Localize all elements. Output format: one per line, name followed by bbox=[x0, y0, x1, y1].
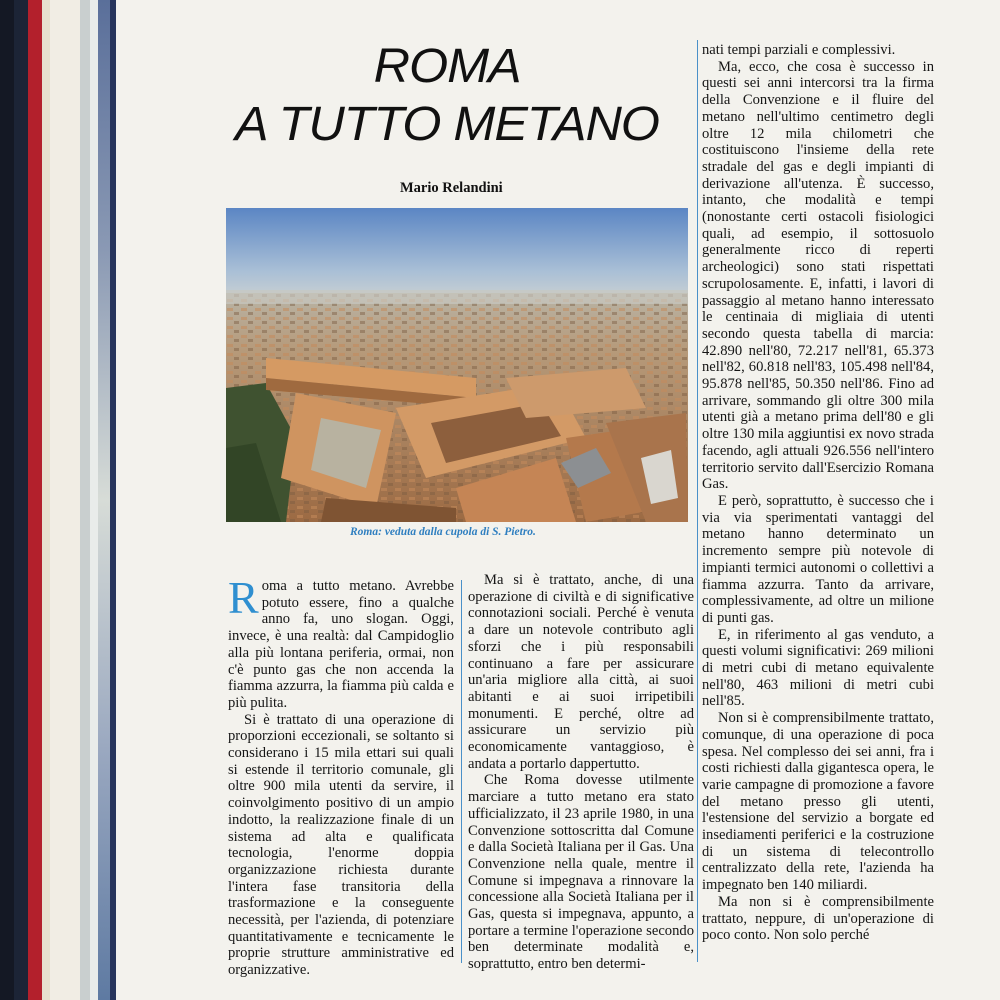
drop-cap: R bbox=[228, 572, 259, 623]
paragraph: E, in riferimento al gas venduto, a questi volumi significativi: 269 milioni di metri cubi di metano equivalente nell'80, 463 milioni di metri cubi nell'85. bbox=[702, 626, 934, 710]
title-line-1: ROMA bbox=[373, 40, 521, 93]
article-column-3 bbox=[702, 42, 934, 944]
article-title bbox=[235, 38, 705, 154]
page-edge bbox=[50, 0, 80, 1000]
title-line-2: A TUTTO METANO bbox=[235, 98, 659, 151]
paragraph: Ma si è trattato, anche, di una operazione di civiltà e di significative connotazioni sociali. Perché è venuta a dare un notevole contributo agli sforzi che i più responsabili continuano a fare per assicurare un'aria migliore alla città, ai suoi abitanti e ai suoi irripetibili monumenti. E perché, oltre ad assicurare un servizio più economicamente vantaggioso, è andata a portarlo dappertutto. bbox=[468, 572, 694, 772]
column-divider bbox=[461, 580, 462, 963]
article-column-2 bbox=[468, 572, 694, 973]
page-edge bbox=[42, 0, 50, 1000]
article-column-1 bbox=[228, 572, 454, 979]
page-edge bbox=[80, 0, 90, 1000]
paragraph: Che Roma dovesse utilmente marciare a tutto metano era stato ufficializzato, il 23 aprile 1980, in una Convenzione sottoscritta dal Comune e dalla Società Italiana per il Gas. Una Convenzione nella quale, mentre il Comune si impegnava a rinnovare la concessione alla Società Italiana per il Gas, questa si impegnava, appunto, a portare a termine l'operazione secondo ben determinate modalità e, soprattutto, entro ben determi- bbox=[468, 772, 694, 973]
photo-caption: Roma: veduta dalla cupola di S. Pietro. bbox=[350, 526, 536, 538]
paragraph: Ma, ecco, che cosa è successo in questi sei anni intercorsi tra la firma della Convenzione e il fluire del metano nell'ultimo centimetro degli oltre 12 mila chilometri che costituiscono l'insieme della rete stradale del gas e degli impianti di derivazione all'utenza. È successo, intanto, che modalità e tempi (nonostante certi ostacoli fisiologici quali, ad esempio, il sottosuolo generalmente ricco di reperti archeologici) sono stati rispettati scrupolosamente. E, infatti, i lavori di passaggio al metano hanno interessato le centinaia di migliaia di utenti secondo questa tabella di marcia: 42.890 nell'80, 72.217 nell'81, 65.373 nell'82, 60.818 nell'83, 105.498 nell'84, 95.878 nell'85, 50.350 nell'86. Fino ad arrivare, sommando gli oltre 300 mila utenti già a metano prima dell'80 e gli oltre 130 mila aggiuntisi ex novo strada facendo, agli attuali 926.556 nell'intero territorio servito dall'Esercizio Romana Gas. bbox=[702, 58, 934, 493]
paragraph: Ma non si è comprensibilmente trattato, neppure, di un'operazione di poco conto. Non solo perché bbox=[702, 893, 934, 944]
paragraph: nati tempi parziali e complessivi. bbox=[702, 42, 896, 58]
page-edge bbox=[90, 0, 98, 1000]
author-name: Mario Relandini bbox=[400, 180, 503, 196]
rome-aerial-photo bbox=[226, 208, 688, 522]
column-divider bbox=[697, 40, 698, 962]
red-page-edge bbox=[28, 0, 42, 1000]
paragraph: E però, soprattutto, è successo che i via via sperimentati vantaggi del metano hanno determinato un incremento sempre più notevole di impianti termici autonomi o collettivi a fiamma azzurra. Tanto da arrivare, complessivamente, ad oltre un milione di punti gas. bbox=[702, 492, 934, 626]
paragraph-text: oma a tutto metano. Avrebbe potuto essere, fino a qualche anno fa, uno slogan. Oggi, invece, è una realtà: dal Campidoglio alla più lontana periferia, ormai, non c'è punto gas che non accenda la fiamma azzurra, la fiamma più calda e più pulita. bbox=[228, 578, 454, 711]
paragraph bbox=[228, 572, 454, 712]
spine-edge bbox=[0, 0, 14, 1000]
paragraph: Si è trattato di una operazione di proporzioni eccezionali, se soltanto si considerano i 15 mila ettari sui quali si estende il territorio comunale, gli oltre 900 mila utenti da servire, il coinvolgimento positivo di un ampio indotto, la realizzazione finale di un sistema ad alta e qualificata tecnologia, l'enorme doppia organizzazione richiesta durante l'intera fase transitoria della trasformazione e la conseguente necessità, per l'azienda, di potenziare quantitativamente e tecnicamente le proprie strutture amministrative ed organizzative. bbox=[228, 711, 454, 979]
paragraph: Non si è comprensibilmente trattato, comunque, di una operazione di poca spesa. Nel complesso dei sei anni, fra i costi richiesti dalla gigantesca opera, le varie campagne di promozione a favore del metano presso gli utenti, l'estensione del servizio a borgate ed insediamenti periferici e la costruzione di un sistema di telecontrollo centralizzato della rete, l'azienda ha impegnato ben 140 miliardi. bbox=[702, 710, 934, 894]
spine-edge bbox=[14, 0, 28, 1000]
blue-page-edge bbox=[98, 0, 110, 1000]
